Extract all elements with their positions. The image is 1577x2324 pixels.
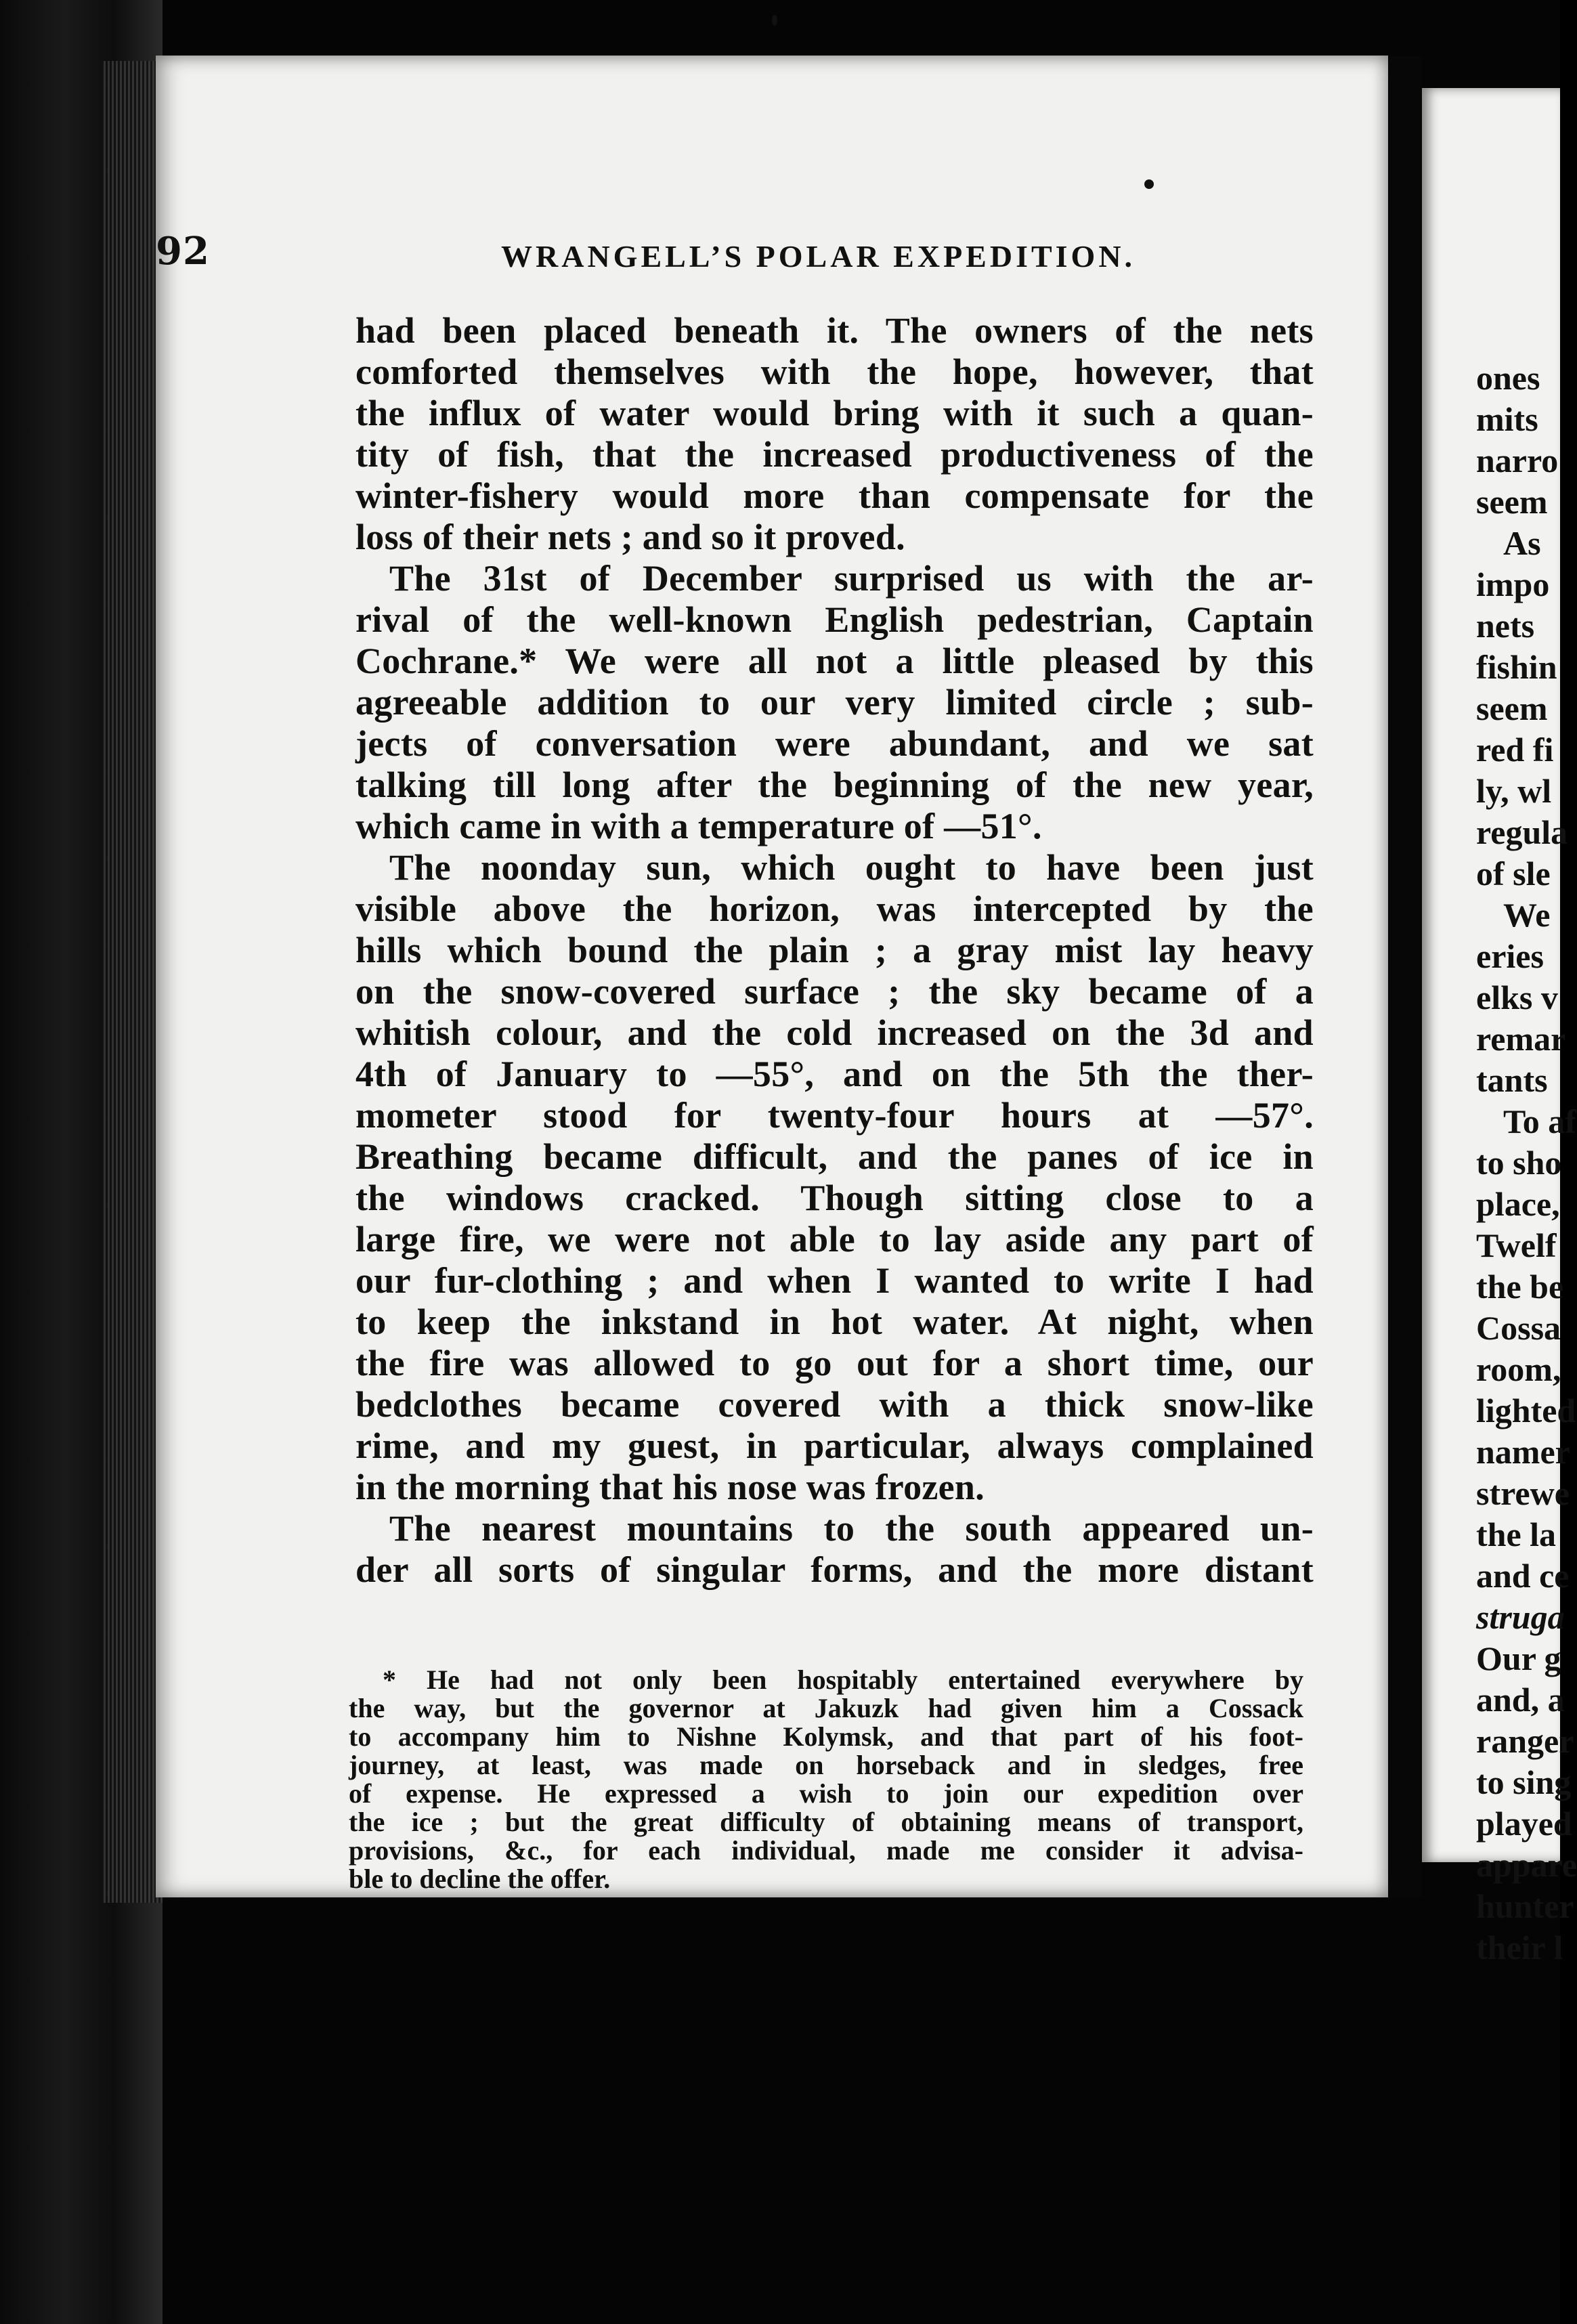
text-line: Breathing became difficult, and the panes of ice in [355,1136,1314,1177]
text-line: rime, and my guest, in particular, always complained [355,1425,1314,1466]
footnote-line: the ice ; but the great difficulty of obtaining means of transport, [349,1807,1303,1837]
facing-line: of sle [1476,855,1551,892]
facing-line: tants [1476,1061,1548,1099]
facing-line: place, [1476,1185,1560,1223]
facing-line: hunter [1476,1887,1574,1925]
facing-line: to sing [1476,1763,1572,1801]
footnote-line: the way, but the governor at Jakuzk had given him a Cossack [349,1693,1303,1723]
facing-line: seem [1476,483,1548,521]
text-line: whitish colour, and the cold increased on the 3d and [355,1012,1314,1053]
text-line: bedclothes became covered with a thick snow-like [355,1384,1314,1425]
facing-line: As [1503,524,1541,562]
text-line: our fur-clothing ; and when I wanted to write I had [355,1260,1314,1301]
ink-speck [772,15,777,26]
text-line: which came in with a temperature of —51°. [355,806,1042,846]
text-line: to keep the inkstand in hot water. At night, when [355,1301,1314,1342]
facing-line: elks v [1476,978,1558,1016]
footnote-line: to accompany him to Nishne Kolymsk, and that part of his foot- [349,1721,1303,1752]
text-line: visible above the horizon, was intercepted by the [355,888,1314,929]
facing-line: and, a [1476,1681,1565,1719]
text-line: mometer stood for twenty-four hours at —57°. [355,1095,1314,1136]
facing-line: their l [1476,1929,1563,1966]
facing-line: Twelf [1476,1226,1557,1264]
text-line: in the morning that his nose was frozen. [355,1467,985,1507]
facing-line: fishin [1476,648,1557,686]
text-line: jects of conversation were abundant, and we sat [355,723,1314,764]
facing-line: lighted [1476,1392,1576,1429]
facing-line: namer [1476,1433,1570,1471]
text-line: the windows cracked. Though sitting close to a [355,1178,1314,1218]
footnote [349,1666,1303,1893]
facing-line: appare [1476,1846,1577,1884]
facing-line: To af [1503,1102,1576,1140]
text-line: talking till long after the beginning of the new year, [355,765,1314,805]
body-text [355,310,1314,1591]
facing-line: nets [1476,607,1535,645]
facing-line: Our g [1476,1639,1561,1677]
facing-line: and ce [1476,1557,1570,1595]
footnote-line: ble to decline the offer. [349,1864,611,1894]
facing-line: Cossa [1476,1309,1561,1347]
facing-line: ly, wl [1476,772,1552,810]
facing-line: We [1503,896,1551,934]
text-line: loss of their nets ; and so it proved. [355,517,905,557]
text-line: Cochrane.* We were all not a little pleased by this [355,641,1314,681]
facing-line: impo [1476,565,1550,603]
facing-line: ranger [1476,1722,1574,1760]
facing-line: red fi [1476,731,1554,769]
facing-line: strewe [1476,1474,1570,1512]
facing-line: ones [1476,359,1540,397]
facing-line: to sho [1476,1144,1562,1182]
text-line: comforted themselves with the hope, however, that [355,351,1314,392]
facing-line: narro [1476,442,1559,479]
facing-line: the be [1476,1268,1564,1306]
ink-speck [1144,179,1154,189]
text-line: had been placed beneath it. The owners of the nets [355,310,1314,351]
facing-line: regula [1476,813,1568,851]
text-line: The noonday sun, which ought to have been just [389,847,1314,888]
footnote-line: journey, at least, was made on horseback and in sledges, free [349,1750,1303,1780]
text-line: large fire, we were not able to lay aside any part of [355,1219,1314,1260]
book-gutter [1388,56,1422,1897]
facing-line: struga [1476,1598,1565,1636]
page-stack-edges [102,61,163,1903]
text-line: agreeable addition to our very limited circle ; sub- [355,682,1314,723]
facing-line: seem [1476,689,1548,727]
facing-page-text [1476,358,1577,1968]
text-line: the influx of water would bring with it such a quan- [355,393,1314,433]
facing-line: remar [1476,1020,1566,1058]
text-line: The 31st of December surprised us with the ar- [389,558,1314,599]
text-line: the fire was allowed to go out for a short time, our [355,1343,1314,1383]
facing-line: the la [1476,1515,1557,1553]
text-line: 4th of January to —55°, and on the 5th the ther- [355,1054,1314,1094]
text-line: winter-fishery would more than compensate for the [355,475,1314,516]
text-line: tity of fish, that the increased productiveness of the [355,434,1314,475]
text-line: rival of the well-known English pedestrian, Captain [355,599,1314,640]
text-line: hills which bound the plain ; a gray mist lay heavy [355,930,1314,970]
running-title: WRANGELL’S POLAR EXPEDITION. [501,239,1136,274]
footnote-line: * He had not only been hospitably entertained everywhere by [383,1664,1303,1695]
text-line: on the snow-covered surface ; the sky became of a [355,971,1314,1012]
facing-line: eries [1476,937,1544,975]
footnote-line: of expense. He expressed a wish to join our expedition over [349,1778,1303,1809]
facing-line: played [1476,1805,1572,1843]
text-line: der all sorts of singular forms, and the more distant [355,1549,1314,1590]
facing-line: room, [1476,1350,1561,1388]
footnote-line: provisions, &c., for each individual, made me consider it advisa- [349,1835,1303,1866]
facing-line: mits [1476,400,1538,438]
page-number: 92 [156,229,210,274]
text-line: The nearest mountains to the south appeared un- [389,1508,1314,1549]
